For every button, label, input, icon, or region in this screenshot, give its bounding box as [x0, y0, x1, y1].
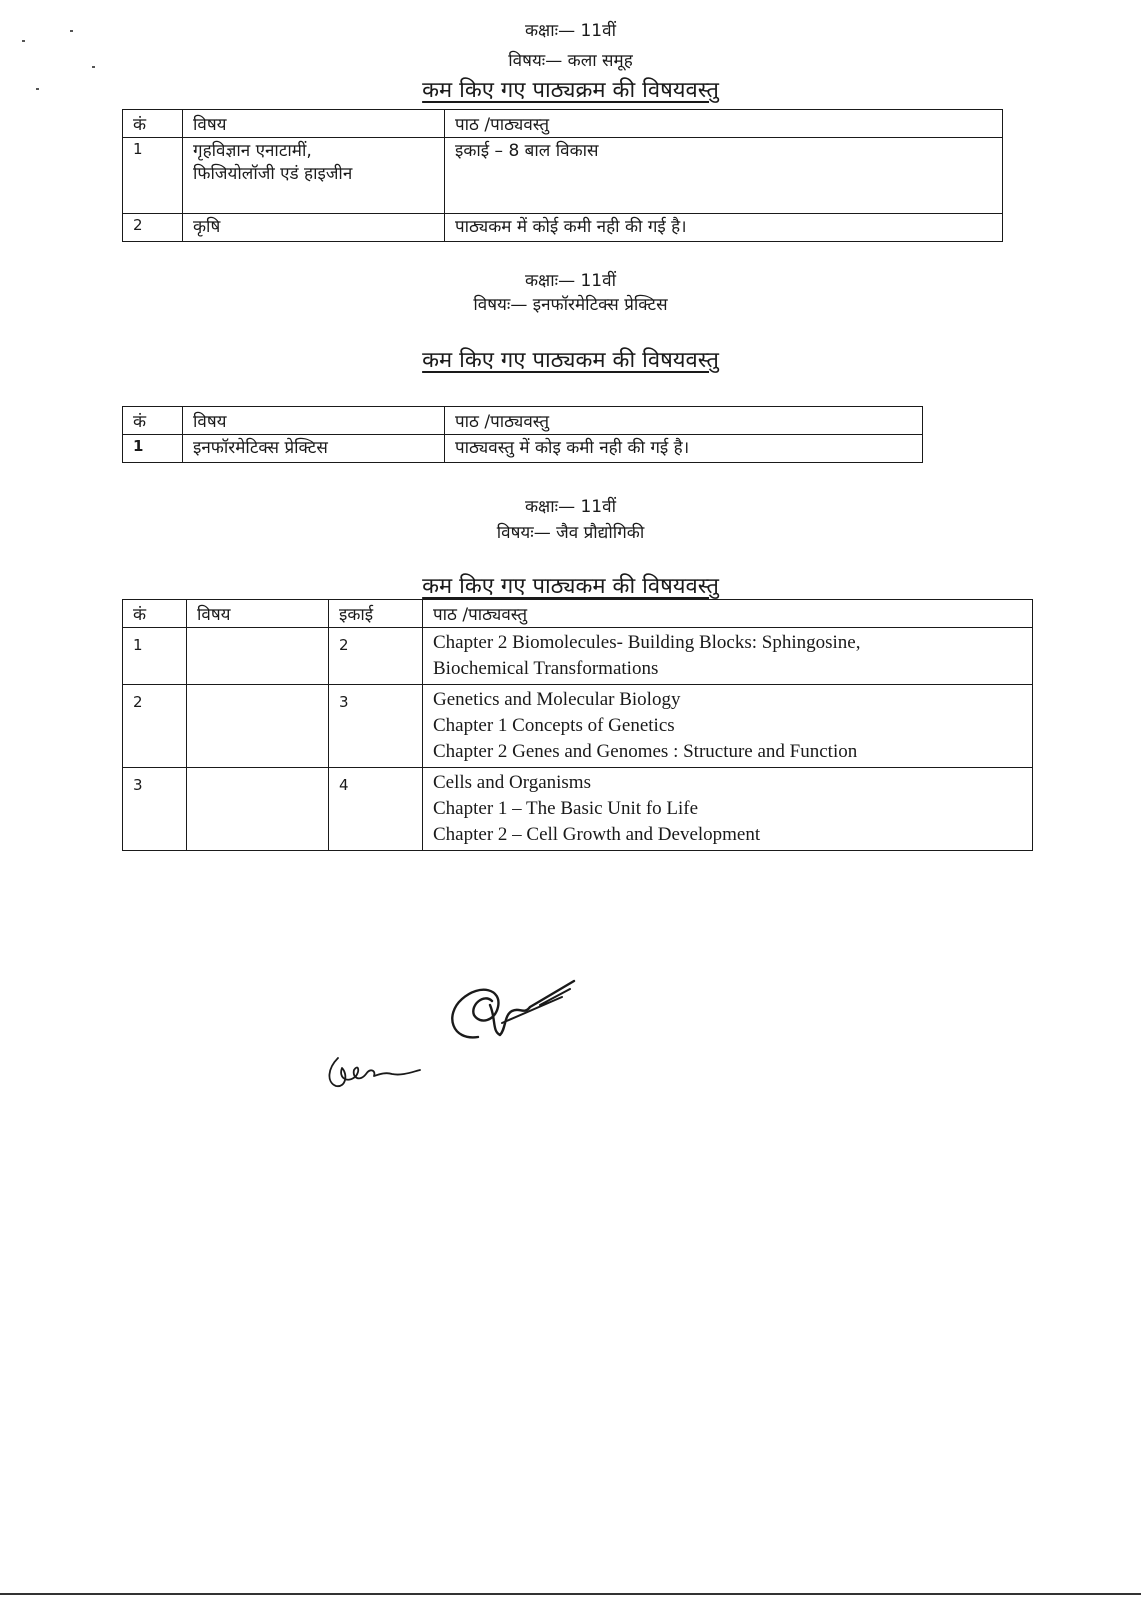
subject-line: कृषि [193, 217, 221, 237]
scan-edge-line [0, 1593, 1141, 1595]
content-line: Biochemical Transformations [433, 658, 659, 679]
row-unit: 4 [329, 768, 423, 851]
content-line: Chapter 1 Concepts of Genetics [433, 715, 675, 736]
row-number: 1 [123, 435, 183, 463]
content-line: Chapter 2 – Cell Growth and Development [433, 824, 761, 845]
section2-table [122, 406, 923, 463]
row-content [423, 628, 1033, 685]
section1-title: कम किए गए पाठ्यक्रम की विषयवस्तु [422, 78, 719, 103]
scan-speck [36, 88, 39, 90]
section1-class-line: कक्षाः— 11वीं [525, 21, 616, 41]
table-row [123, 768, 1033, 851]
table-row [123, 628, 1033, 685]
row-subject [183, 214, 445, 242]
row-number: 1 [123, 628, 187, 685]
row-unit: 3 [329, 685, 423, 768]
header-number: कं [123, 407, 183, 435]
section2-class-line: कक्षाः— 11वीं [525, 271, 616, 291]
subject-line: फिजियोलॉजी एडं हाइजीन [193, 164, 353, 184]
header-subject: विषय [187, 600, 329, 628]
content-line: Cells and Organisms [433, 772, 591, 793]
signature-1 [440, 975, 590, 1050]
header-subject: विषय [183, 407, 445, 435]
row-number: 2 [123, 214, 183, 242]
row-subject: इनफॉरमेटिक्स प्रेक्टिस [183, 435, 445, 463]
content-line: Chapter 2 Genes and Genomes : Structure and Function [433, 741, 858, 762]
row-content: पाठ्यकम में कोई कमी नही की गई है। [445, 214, 1003, 242]
content-line: Chapter 1 – The Basic Unit fo Life [433, 798, 699, 819]
header-unit: इकाई [329, 600, 423, 628]
row-content [423, 685, 1033, 768]
header-content: पाठ /पाठ्यवस्तु [445, 407, 923, 435]
header-subject: विषय [183, 110, 445, 138]
scan-speck [70, 30, 73, 32]
header-content: पाठ /पाठ्यवस्तु [445, 110, 1003, 138]
row-unit: 2 [329, 628, 423, 685]
row-content: इकाई – 8 बाल विकास [445, 138, 1003, 214]
row-content [423, 768, 1033, 851]
content-line: Chapter 2 Biomolecules- Building Blocks: Sphingosine, [433, 632, 861, 653]
section1-table [122, 109, 1003, 242]
table-header-row [123, 600, 1033, 628]
content-line: Genetics and Molecular Biology [433, 689, 681, 710]
section2-title: कम किए गए पाठ्यकम की विषयवस्तु [422, 348, 719, 373]
table-header-row [123, 407, 923, 435]
table-row [123, 138, 1003, 214]
subject-line: गृहविज्ञान एनाटामीं, [193, 141, 312, 161]
row-subject [187, 685, 329, 768]
row-number: 2 [123, 685, 187, 768]
header-content: पाठ /पाठ्यवस्तु [423, 600, 1033, 628]
section3-table [122, 599, 1033, 851]
row-subject [187, 768, 329, 851]
scan-speck [92, 66, 95, 68]
table-row [123, 214, 1003, 242]
section2-subject-line: विषयः— इनफॉरमेटिक्स प्रेक्टिस [473, 295, 668, 315]
header-number: कं [123, 600, 187, 628]
table-header-row [123, 110, 1003, 138]
row-subject [183, 138, 445, 214]
section1-subject-line: विषयः— कला समूह [508, 51, 633, 71]
signature-2 [320, 1048, 430, 1098]
table-row [123, 435, 923, 463]
table-row [123, 685, 1033, 768]
header-number: कं [123, 110, 183, 138]
row-number: 1 [123, 138, 183, 214]
row-content: पाठ्यवस्तु में कोइ कमी नही की गई है। [445, 435, 923, 463]
scan-speck [22, 40, 25, 42]
row-number: 3 [123, 768, 187, 851]
row-subject [187, 628, 329, 685]
section3-subject-line: विषयः— जैव प्रौद्योगिकी [496, 523, 645, 543]
section3-class-line: कक्षाः— 11वीं [525, 497, 616, 517]
section3-title: कम किए गए पाठ्यकम की विषयवस्तु [422, 574, 719, 599]
